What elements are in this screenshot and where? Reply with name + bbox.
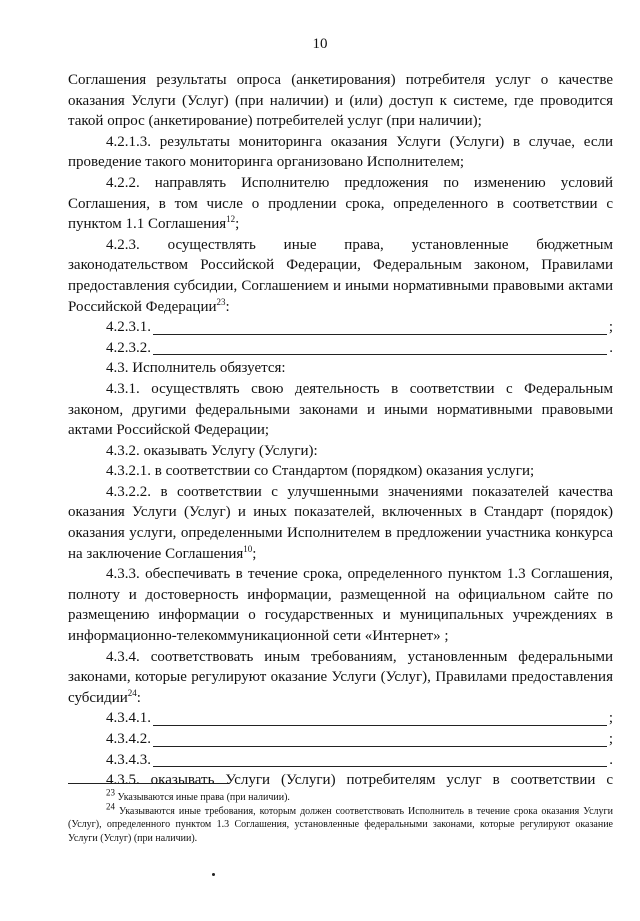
footnote-ref-24: 24 [127,687,137,698]
paragraph-4-2-2: 4.2.2. направлять Исполнителю предложения по изменению условий Соглашения, в том числе о продлении срока, определенного в соответствии с пунктом 1.1 Соглашения$^{12}$; [68,174,613,233]
fill-line-4-3-4-3: 4.3.4.3. . [106,751,613,768]
paragraph-continuation: Соглашения результаты опроса (анкетирования) потребителя услуг о качестве оказания Услуги (Услуг) (при наличии) и (или) доступ к системе, где проводится такой опрос (анкетирование) потребителей услуг (при наличии); [68,72,613,130]
blank-line [153,339,607,355]
footnote-ref-10: 10 [243,543,253,554]
document-body [68,70,613,791]
footnote-23: $^{23}$ Указываются иные права (при наличии). [106,787,290,803]
paragraph-4-3-2-1: 4.3.2.1. в соответствии со Стандартом (порядком) оказания услуги; [106,463,535,480]
page-number: 10 [312,36,328,52]
paragraph-4-3-4: 4.3.4. соответствовать иным требованиям, установленным федеральными законами, которые регулируют оказание Услуги (Услуг), Правилами предоставления субсидии$^{24}$: [68,648,613,706]
blank-line [153,710,607,726]
blank-line [153,751,607,767]
scan-speck [212,873,215,876]
blank-line [153,731,607,747]
footnote-separator [68,783,228,784]
paragraph-4-2-3: 4.2.3. осуществлять иные права, установленные бюджетным законодательством Российской Федерации, Федеральным законом, Правилами предоставления субсидии, Соглашением и иными нормативными правовыми актами Российской Федерации$^{23}$: [68,236,613,315]
paragraph-4-3-2: 4.3.2. оказывать Услугу (Услуги): [106,442,318,459]
paragraph-4-3-1: 4.3.1. осуществлять свою деятельность в соответствии с Федеральным законом, другими федеральными законами и иными нормативными правовыми актами Российской Федерации; [68,380,613,439]
fill-line-4-3-4-2: 4.3.4.2. ; [106,731,613,747]
fill-line-4-2-3-1: 4.2.3.1. ; [106,319,613,336]
fill-line-4-2-3-2: 4.2.3.2. . [106,339,613,356]
paragraph-4-3-5: 4.3.5. оказывать Услуги (Услуги) потребителям услуг в соответствии с [106,772,613,789]
fill-line-4-3-4-1: 4.3.4.1. ; [106,710,613,727]
paragraph-4-3: 4.3. Исполнитель обязуется: [106,360,286,377]
paragraph-4-2-1-3: 4.2.1.3. результаты мониторинга оказания Услуги (Услуги) в случае, если проведение такого мониторинга организовано Исполнителем; [68,133,613,171]
blank-line [153,319,607,335]
footnote-24: $^{24}$ Указываются иные требования, которым должен соответствовать Исполнитель в течение срока оказания Услуги (Услуг), определенного пунктом 1.3 Соглашения, установленные федеральными законами, которые регулируют оказание Услуги (Услуг) (при наличии). [68,801,613,844]
footnotes [68,787,613,845]
paragraph-4-3-2-2: 4.3.2.2. в соответствии с улучшенными значениями показателей качества оказания Услуги (Услуг) и иных показателей, включенных в Стандарт (порядок) оказания услуги, определенными Исполнителем в предложении участника конкурса на заключение Соглашения$^{10}$; [68,483,613,562]
footnote-ref-12: 12 [226,214,236,225]
paragraph-4-3-3: 4.3.3. обеспечивать в течение срока, определенного пунктом 1.3 Соглашения, полноту и достоверность информации, размещенной на официальном сайте по размещению информации о государственных и муниципальных учреждениях в информационно-телекоммуникационной сети «Интернет» ; [68,566,613,645]
footnote-ref-23: 23 [216,296,226,307]
